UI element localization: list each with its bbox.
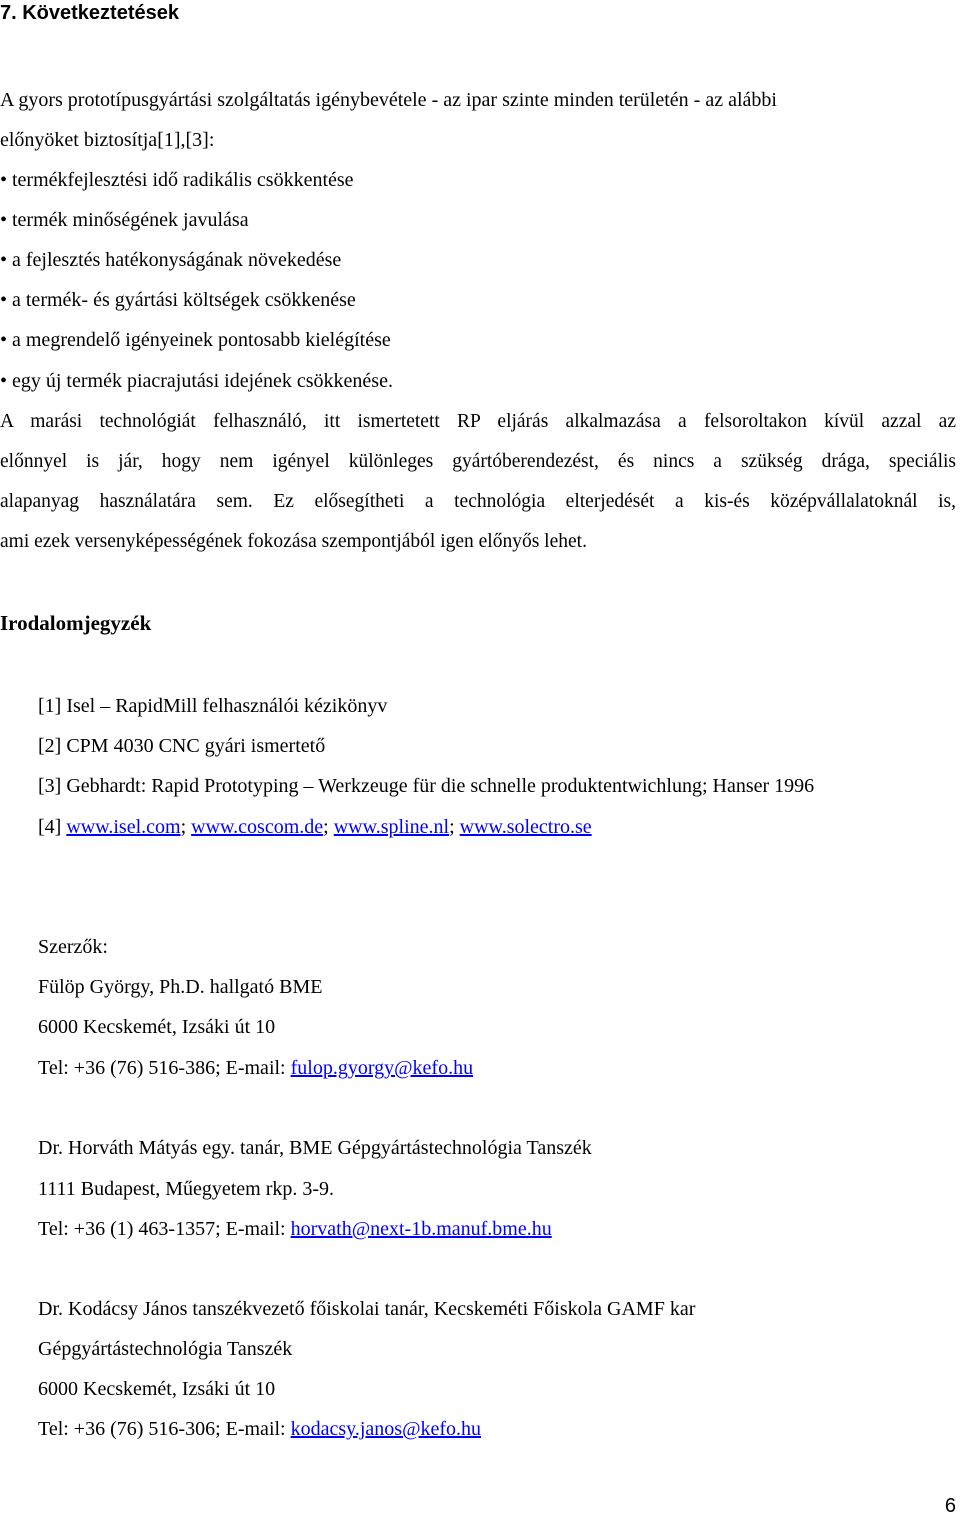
author-3-contact (38, 1417, 481, 1441)
reference-2: [2] CPM 4030 CNC gyári ismertető (38, 735, 326, 757)
author-1-name: Fülöp György, Ph.D. hallgató BME (38, 976, 323, 998)
authors-title: Szerzők: (38, 936, 108, 958)
author-1-contact (38, 1056, 473, 1080)
link-isel[interactable]: www.isel.com (66, 816, 181, 838)
link-spline[interactable]: www.spline.nl (333, 816, 450, 838)
reference-3: [3] Gebhardt: Rapid Prototyping – Werkzeuge für die schnelle produktentwichlung; Hanser 1996 (38, 775, 815, 797)
intro-line-2: előnyöket biztosítja[1],[3]: (0, 129, 215, 151)
author-1-tel: Tel: +36 (76) 516-386; E-mail: (38, 1057, 291, 1079)
author-1-address: 6000 Kecskemét, Izsáki út 10 (38, 1016, 276, 1038)
author-3-email-link[interactable]: kodacsy.janos@kefo.hu (290, 1418, 482, 1440)
paragraph-line-4: ami ezek versenyképességének fokozása szempontjából igen előnyős lehet. (0, 531, 587, 552)
reference-4 (38, 815, 592, 839)
author-2-tel: Tel: +36 (1) 463-1357; E-mail: (38, 1218, 291, 1240)
link-separator: ; (323, 816, 334, 838)
author-3-address: 6000 Kecskemét, Izsáki út 10 (38, 1378, 276, 1400)
bullet-item: • termék minőségének javulása (0, 209, 249, 231)
author-2-email-link[interactable]: horvath@next-1b.manuf.bme.hu (290, 1218, 552, 1240)
bullet-item: • a megrendelő igényeinek pontosabb kielégítése (0, 329, 391, 351)
bullet-item: • a termék- és gyártási költségek csökkenése (0, 289, 356, 311)
reference-4-prefix: [4] (38, 816, 67, 838)
paragraph-line-3: alapanyag használatára sem. Ez elősegítheti a technológia elterjedését a kis-és középvállalatoknál is, (0, 491, 956, 512)
paragraph-line-1: A marási technológiát felhasználó, itt ismertetett RP eljárás alkalmazása a felsoroltakon kívül azzal az (0, 411, 956, 432)
references-title: Irodalomjegyzék (0, 611, 152, 635)
link-solectro[interactable]: www.solectro.se (459, 816, 592, 838)
author-2-name: Dr. Horváth Mátyás egy. tanár, BME Gépgyártástechnológia Tanszék (38, 1137, 592, 1159)
author-2-contact (38, 1217, 552, 1241)
page-number: 6 (944, 1495, 956, 1517)
author-1-email-link[interactable]: fulop.gyorgy@kefo.hu (290, 1057, 474, 1079)
bullet-item: • a fejlesztés hatékonyságának növekedése (0, 249, 342, 271)
section-title: 7. Következtetések (0, 2, 179, 24)
author-3-department: Gépgyártástechnológia Tanszék (38, 1338, 293, 1360)
link-separator: ; (180, 816, 192, 838)
link-coscom[interactable]: www.coscom.de (191, 816, 324, 838)
bullet-item: • egy új termék piacrajutási idejének csökkenése. (0, 370, 393, 392)
bullet-item: • termékfejlesztési idő radikális csökkentése (0, 169, 354, 191)
author-3-name: Dr. Kodácsy János tanszékvezető főiskolai tanár, Kecskeméti Főiskola GAMF kar (38, 1298, 696, 1320)
link-separator: ; (449, 816, 460, 838)
paragraph-line-2: előnnyel is jár, hogy nem igényel különleges gyártóberendezést, és nincs a szükség drága, speciális (0, 451, 956, 472)
author-3-tel: Tel: +36 (76) 516-306; E-mail: (38, 1418, 291, 1440)
reference-1: [1] Isel – RapidMill felhasználói kézikönyv (38, 695, 388, 717)
intro-line-1: A gyors prototípusgyártási szolgáltatás igénybevétele - az ipar szinte minden területén - az alábbi (0, 89, 777, 111)
author-2-address: 1111 Budapest, Műegyetem rkp. 3-9. (38, 1178, 335, 1200)
